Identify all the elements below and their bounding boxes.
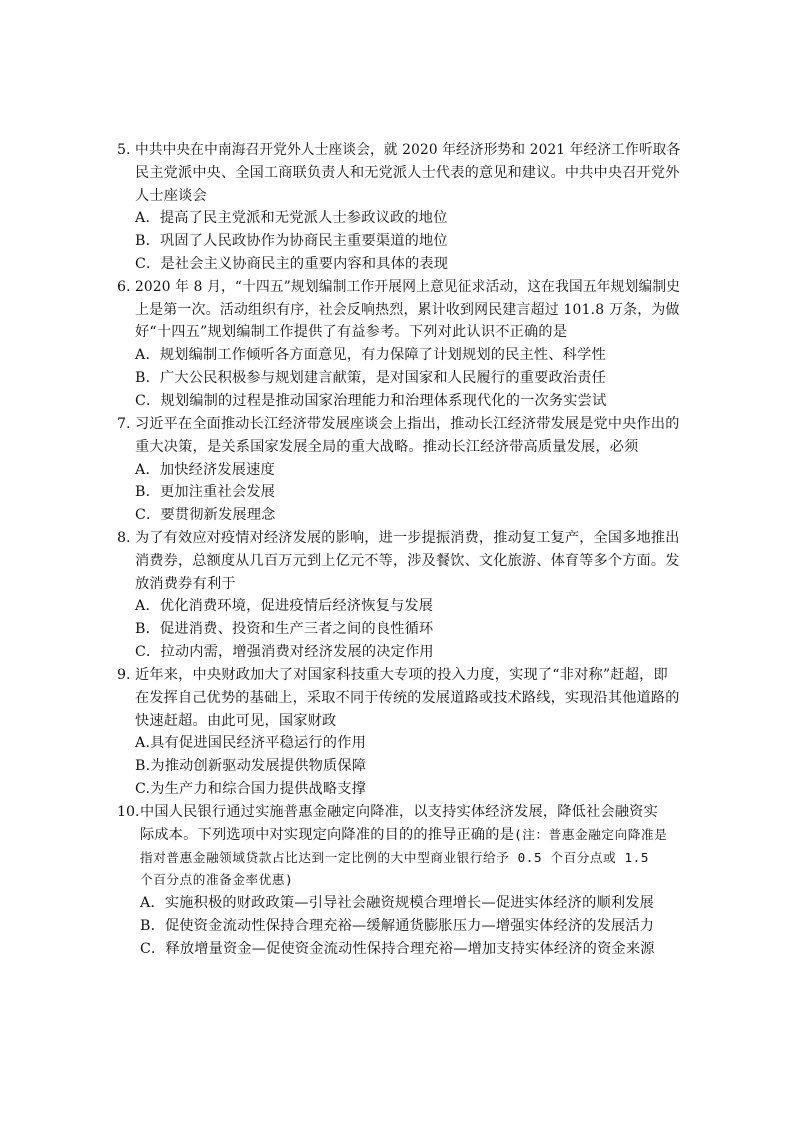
question-number: 10.: [117, 804, 140, 820]
question-text-line: [135, 322, 567, 342]
question-text-segment: 好“十四五”规划编制工作提供了有益参考。下列对此认识: [135, 324, 496, 340]
question-text-line: 近年来，中央财政加大了对国家科技重大专项的投入力度，实现了“非对称”赶超，即: [135, 667, 668, 683]
question-text-line: 中国人民银行通过实施普惠金融定向降准，以支持实体经济发展，降低社会融资实: [140, 804, 658, 820]
option-a: A．加快经济发展速度: [135, 462, 275, 478]
question-text-line: 2020 年 8 月，“十四五”规划编制工作开展网上意见征求活动，这在我国五年规划编制史: [135, 279, 681, 295]
option-a: A.具有促进国民经济平稳运行的作用: [135, 735, 366, 751]
question-number: 7.: [117, 416, 131, 432]
question-text-segment: 际成本。下列选项中对实现定向降准的目的的推导正确的是: [140, 827, 515, 843]
footnote-text: 指对普惠金融领域贷款占比达到一定比例的大中型商业银行给予 0.5 个百分点或 1.5: [140, 850, 650, 865]
question-text-line: 中共中央在中南海召开党外人士座谈会，就 2020 年经济形势和 2021 年经济工作听取各: [135, 142, 681, 158]
option-b: B．广大公民积极参与规划建言献策，是对国家和人民履行的重要政治责任: [135, 370, 607, 386]
question-text-line: 人士座谈会: [135, 188, 207, 204]
question-number: 5.: [117, 142, 131, 158]
option-c: C．规划编制的过程是推动国家治理能力和治理体系现代化的一次务实尝试: [135, 393, 607, 409]
option-a: A．规划编制工作倾听各方面意见，有力保障了计划规划的民主性、科学性: [135, 347, 606, 363]
option-b: B．更加注重社会发展: [135, 484, 276, 500]
option-b: B．促进消费、投资和生产三者之间的良性循环: [135, 621, 434, 637]
option-c: C.为生产力和综合国力提供战略支撑: [135, 781, 367, 797]
option-a: A．提高了民主党派和无党派人士参政议政的地位: [135, 210, 448, 226]
option-b: B．促使资金流动性保持合理充裕—缓解通货膨胀压力—增强实体经济的发展活力: [140, 918, 655, 934]
question-number: 6.: [117, 279, 131, 295]
option-c: C．要贯彻新发展理念: [135, 507, 276, 523]
option-c: C．是社会主义协商民主的重要内容和具体的表现: [135, 256, 449, 272]
question-text-line: [140, 825, 667, 845]
question-text-line: 重大决策，是关系国家发展全局的重大战略。推动长江经济带高质量发展，必须: [135, 439, 639, 455]
question-text-line: 为了有效应对疫情对经济发展的影响，进一步提振消费，推动复工复产，全国多地推出: [135, 530, 680, 546]
question-text-line: 消费券，总额度从几百万元到上亿元不等，涉及餐饮、文化旅游、体育等多个方面。发: [135, 553, 680, 569]
question-text-line: 习近平在全面推动长江经济带发展座谈会上指出，推动长江经济带发展是党中央作出的: [135, 416, 680, 432]
question-text-line: 上是第一次。活动组织有序，社会反响热烈，累计收到网民建言超过 101.8 万条，为做: [135, 302, 680, 318]
question-text-line: 在发挥自己优势的基础上，采取不同于传统的发展道路或技术路线，实现沿其他道路的: [135, 690, 680, 706]
option-c: C．拉动内需，增强消费对经济发展的决定作用: [135, 644, 434, 660]
question-number: 9.: [117, 667, 131, 683]
emphasized-not: 不: [495, 324, 510, 340]
option-a: A．实施积极的财政政策—引导社会融资规模合理增长—促进实体经济的顺利发展: [140, 895, 655, 911]
option-b: B.为推动创新驱动发展提供物质保障: [135, 758, 367, 774]
question-text-line: 民主党派中央、全国工商联负责人和无党派人士代表的意见和建议。中共中央召开党外: [135, 165, 680, 181]
footnote-text: (注：普惠金融定向降准是: [514, 827, 668, 842]
option-a: A．优化消费环境，促进疫情后经济恢复与发展: [135, 598, 434, 614]
question-number: 8.: [117, 530, 131, 546]
footnote-text: 个百分点的准备金率优惠): [140, 872, 294, 887]
question-text-line: 放消费券有利于: [135, 576, 236, 592]
option-c: C．释放增量资金—促使资金流动性保持合理充裕—增加支持实体经济的资金来源: [140, 941, 655, 957]
question-text-segment: 正确的是: [509, 324, 568, 340]
question-text-line: 快速赶超。由此可见，国家财政: [135, 713, 337, 729]
option-b: B．巩固了人民政协作为协商民主重要渠道的地位: [135, 233, 448, 249]
